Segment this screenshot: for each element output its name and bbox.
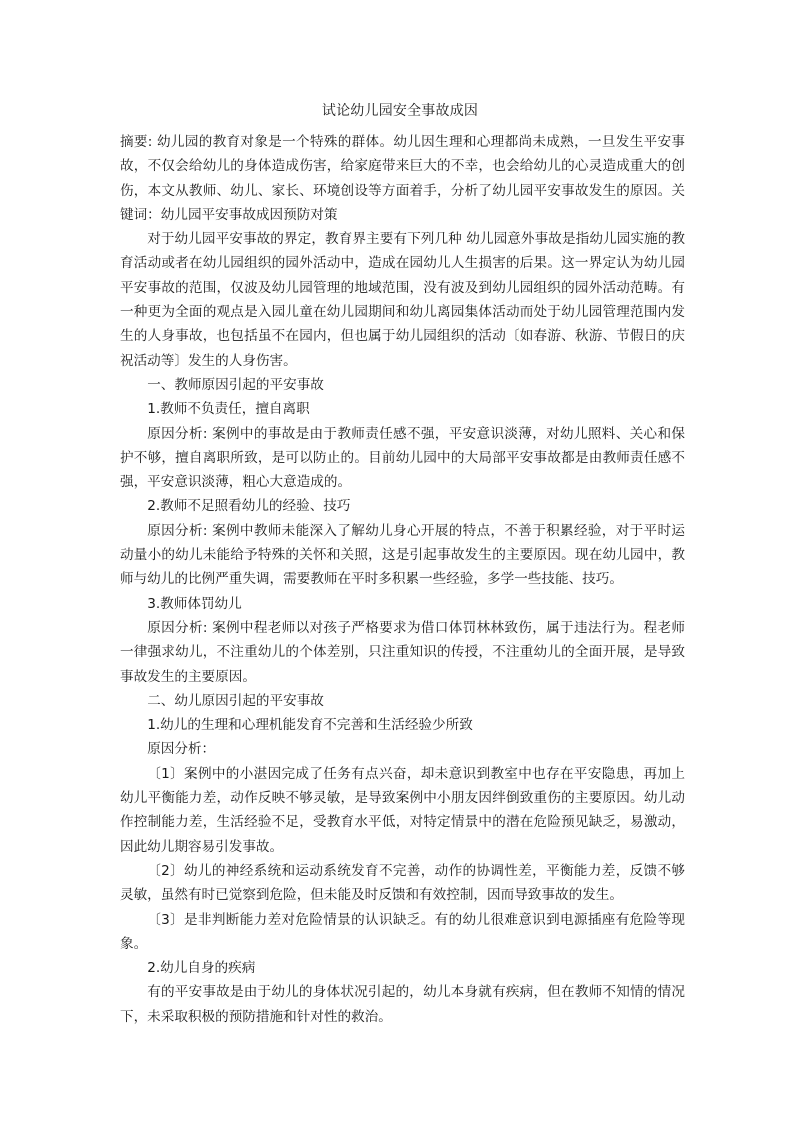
subheading-teacher-irresponsible: 1.教师不负责任，擅自离职 (147, 401, 310, 418)
subheading-child-development: 1.幼儿的生理和心理机能发育不完善和生活经验少所致 (147, 717, 473, 734)
document-title: 试论幼儿园安全事故成因 (321, 103, 479, 119)
heading-child-causes: 二、幼儿原因引起的平安事故 (147, 692, 324, 709)
subheading-corporal-punishment: 3.教师体罚幼儿 (147, 595, 242, 612)
paragraph-point-1: 〔1〕案例中的小湛因完成了任务有点兴奋，却未意识到教室中也存在平安隐患，再加上幼儿平衡能力差，动作反映不够灵敏，是导致案例中小朋友因绊倒致重伤的主要原因。幼儿动作控制能力差，生活经验不足，受教育水平低，对特定情景中的潜在危险预见缺乏，易激动，因此幼儿期容易引发事故。 (120, 765, 685, 855)
subheading-child-illness: 2.幼儿自身的疾病 (147, 960, 256, 977)
paragraph-abstract: 摘要: 幼儿园的教育对象是一个特殊的群体。幼儿因生理和心理都尚未成熟，一旦发生平安事故，不仅会给幼儿的身体造成伤害，给家庭带来巨大的不幸，也会给幼儿的心灵造成重大的创伤，本文从教师、幼儿、家长、环境创设等方面着手，分析了幼儿园平安事故发生的原因。关键词：幼儿园平安事故成因预防对策 (120, 134, 685, 223)
paragraph-point-3: 〔3〕是非判断能力差对危险情景的认识缺乏。有的幼儿很难意识到电源插座有危险等现象。 (120, 911, 685, 952)
paragraph-illness: 有的平安事故是由于幼儿的身体状况引起的，幼儿本身就有疾病，但在教师不知情的情况下，未采取积极的预防措施和针对性的救治。 (120, 984, 685, 1025)
document-body (120, 130, 685, 1029)
subheading-teacher-inexperience: 2.教师不足照看幼儿的经验、技巧 (147, 498, 351, 515)
paragraph-analysis-2: 原因分析: 案例中教师未能深入了解幼儿身心开展的特点，不善于积累经验，对于平时运动量小的幼儿未能给予特殊的关怀和关照，这是引起事故发生的主要原因。现在幼儿园中，教师与幼儿的比例严重失调，需要教师在平时多积累一些经验，多学一些技能、技巧。 (120, 522, 685, 588)
heading-teacher-causes: 一、教师原因引起的平安事故 (147, 376, 324, 393)
paragraph-definition: 对于幼儿园平安事故的界定，教育界主要有下列几种 幼儿园意外事故是指幼儿园实施的教育活动或者在幼儿园组织的园外活动中，造成在园幼儿人生损害的后果。这一界定认为幼儿园平安事故的范围，仅波及幼儿园管理的地域范围，没有波及到幼儿园组织的园外活动范畴。有一种更为全面的观点是入园儿童在幼儿园期间和幼儿离园集体活动而处于幼儿园管理范围内发生的人身事故，也包括虽不在园内，但也属于幼儿园组织的活动〔如春游、秋游、节假日的庆祝活动等〕发生的人身伤害。 (120, 231, 685, 369)
paragraph-analysis-1: 原因分析: 案例中的事故是由于教师责任感不强，平安意识淡薄，对幼儿照料、关心和保护不够，擅自离职所致，是可以防止的。目前幼儿园中的大局部平安事故都是由教师责任感不强，平安意识淡薄，粗心大意造成的。 (120, 425, 685, 491)
paragraph-analysis-label: 原因分析： (147, 741, 216, 758)
paragraph-analysis-3: 原因分析: 案例中程老师以对孩子严格要求为借口体罚林林致伤，属于违法行为。程老师一律强求幼儿，不注重幼儿的个体差别，只注重知识的传授，不注重幼儿的全面开展，是导致事故发生的主要原因。 (120, 619, 685, 685)
paragraph-point-2: 〔2〕幼儿的神经系统和运动系统发育不完善，动作的协调性差，平衡能力差，反馈不够灵敏，虽然有时已觉察到危险，但未能及时反馈和有效控制，因而导致事故的发生。 (120, 862, 685, 904)
